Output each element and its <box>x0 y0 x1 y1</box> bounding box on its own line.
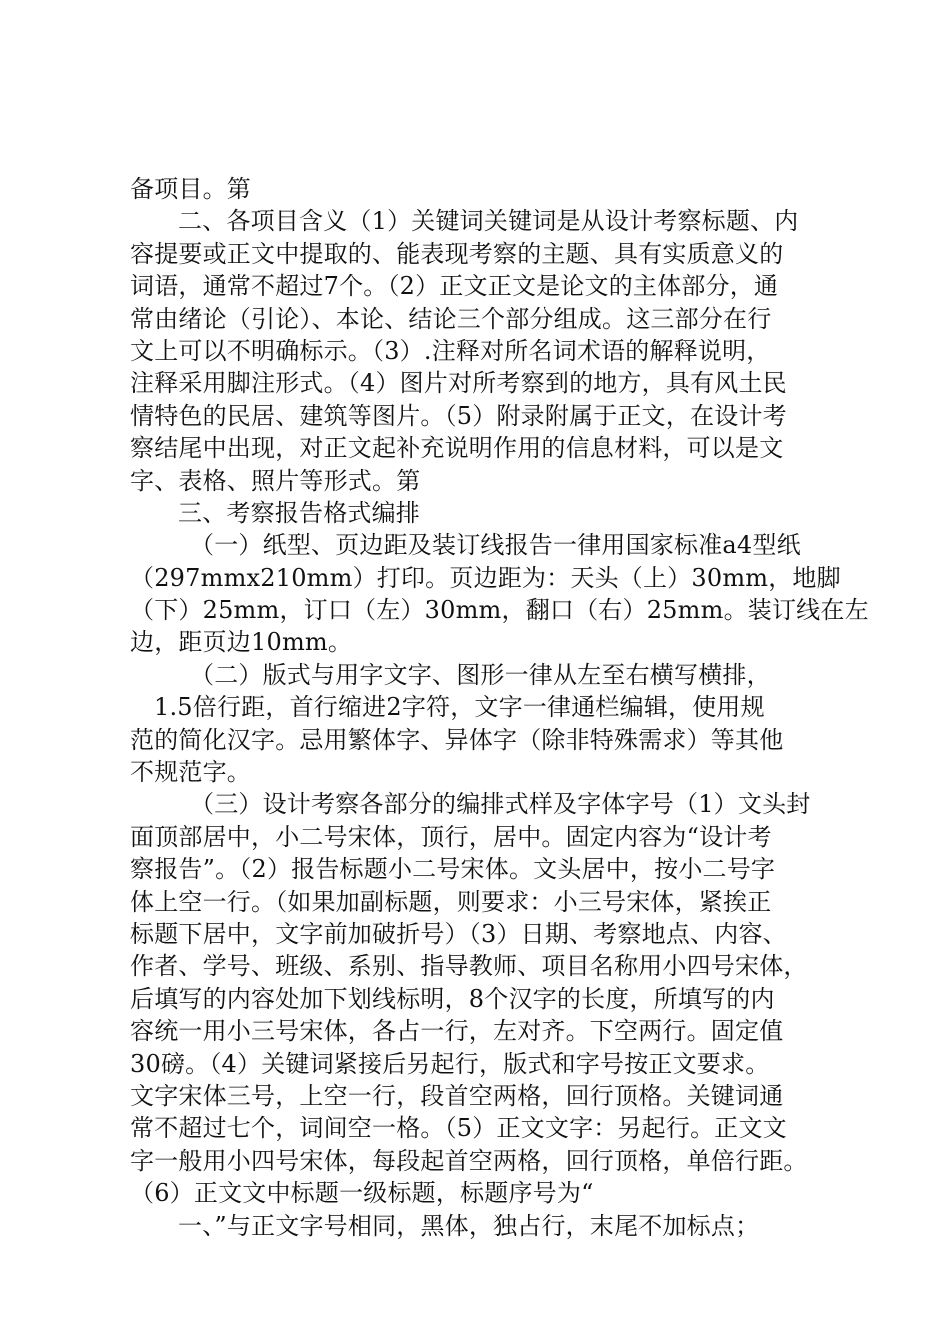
text-line: 体上空一行。（如果加副标题，则要求：小三号宋体，紧挨正 <box>130 887 772 916</box>
text-line: 字一般用小四号宋体，每段起首空两格，回行顶格，单倍行距。 <box>130 1146 808 1175</box>
text-line: 常不超过七个，词间空一格。（5）正文文字：另起行。正文文 <box>130 1114 787 1143</box>
text-line: 边，距页边10mm。 <box>130 628 353 657</box>
text-line: 30磅。（4）关键词紧接后另起行，版式和字号按正文要求。 <box>130 1049 770 1078</box>
text-line: 字、表格、照片等形式。第 <box>130 466 421 495</box>
document-body <box>130 173 869 1242</box>
text-line: （297mmx210mm）打印。页边距为：天头（上）30mm，地脚 <box>130 563 841 592</box>
text-line: （二）版式与用字文字、图形一律从左至右横写横排， <box>190 660 771 689</box>
text-line: 1.5倍行距，首行缩进2字符，文字一律通栏编辑，使用规 <box>154 693 765 722</box>
text-line: 注释采用脚注形式。（4）图片对所考察到的地方，具有风土民 <box>130 369 787 398</box>
text-line: 作者、学号、班级、系别、指导教师、项目名称用小四号宋体， <box>130 952 808 981</box>
text-line: 范的简化汉字。忌用繁体字、异体字（除非特殊需求）等其他 <box>130 725 784 754</box>
text-line: 容提要或正文中提取的、能表现考察的主题、具有实质意义的 <box>130 239 784 268</box>
text-line: 察报告”。（2）报告标题小二号宋体。文头居中，按小二号字 <box>130 855 776 884</box>
text-line: 文上可以不明确标示。（3）.注释对所名词术语的解释说明， <box>130 336 771 365</box>
text-line: 文字宋体三号，上空一行，段首空两格，回行顶格。关键词通 <box>130 1081 784 1110</box>
text-line: （下）25mm，订口（左）30mm，翻口（右）25mm。装订线在左 <box>130 596 869 625</box>
text-line: 一、”与正文字号相同，黑体，独占行，末尾不加标点； <box>178 1211 760 1240</box>
text-line: （6）正文文中标题一级标题，标题序号为“ <box>130 1179 594 1208</box>
text-line: （一）纸型、页边距及装订线报告一律用国家标准a4型纸 <box>190 531 801 560</box>
text-line: 面顶部居中，小二号宋体，顶行，居中。固定内容为“设计考 <box>130 822 772 851</box>
text-line: 情特色的民居、建筑等图片。（5）附录附属于正文，在设计考 <box>130 401 787 430</box>
text-line: 备项目。第 <box>130 175 251 203</box>
text-line: 后填写的内容处加下划线标明，8个汉字的长度，所填写的内 <box>130 984 775 1013</box>
section-heading: 三、考察报告格式编排 <box>178 498 420 527</box>
text-line: 二、各项目含义（1）关键词关键词是从设计考察标题、内 <box>178 207 799 236</box>
text-line: 容统一用小三号宋体，各占一行，左对齐。下空两行。固定值 <box>130 1017 784 1046</box>
text-line: 词语，通常不超过7个。（2）正文正文是论文的主体部分，通 <box>130 272 779 301</box>
text-line: 察结尾中出现，对正文起补充说明作用的信息材料，可以是文 <box>130 434 784 463</box>
text-line: 标题下居中，文字前加破折号）（3）日期、考察地点、内容、 <box>130 919 787 948</box>
text-line: 不规范字。 <box>130 758 251 787</box>
text-line: 常由绪论（引论）、本论、结论三个部分组成。这三部分在行 <box>130 304 772 333</box>
text-line: （三）设计考察各部分的编排式样及字体字号（1）文头封 <box>190 790 811 819</box>
